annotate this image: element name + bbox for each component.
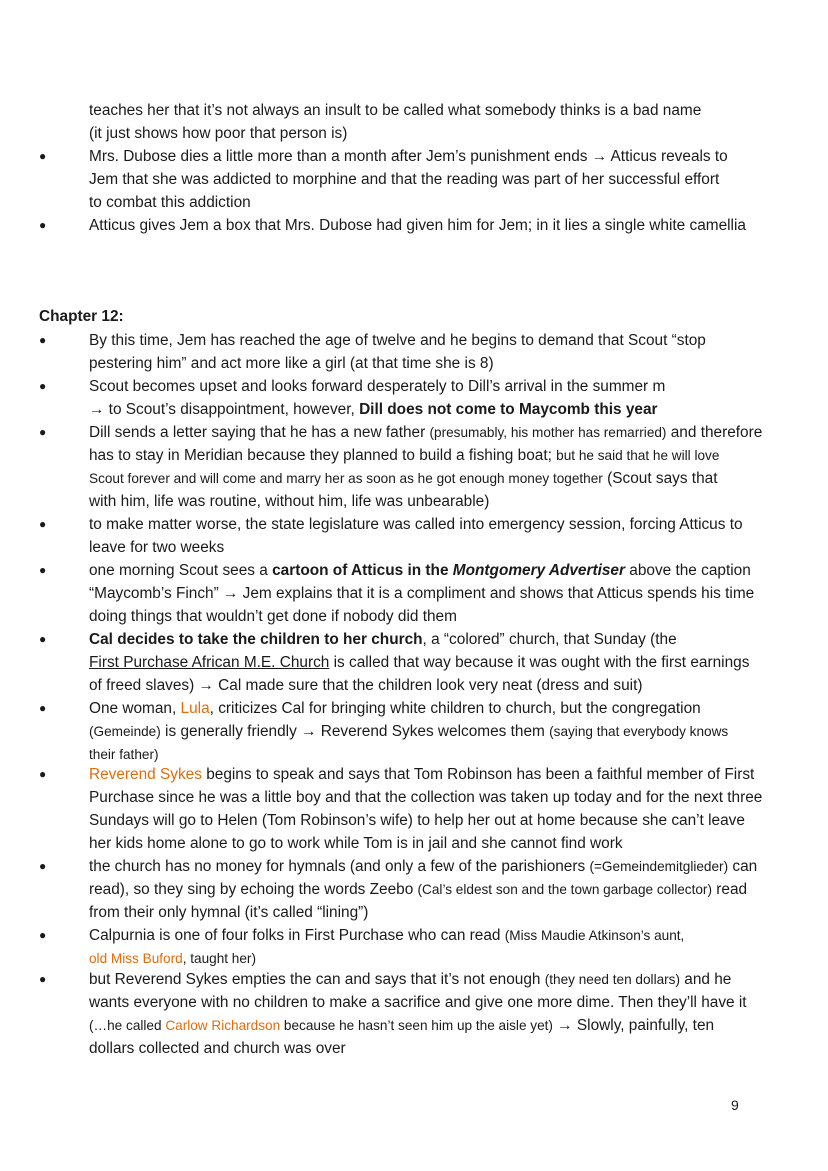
list-item: one morning Scout sees a cartoon of Atticus in the Montgomery Advertiser above the caption “Maycomb’s Finch” → Jem explains that it is a compliment and shows that Atticus spends his time doing things that wouldn’t get done if nobody did them	[89, 562, 755, 625]
bullet-icon: ●	[39, 767, 47, 781]
bullet-icon: ●	[39, 517, 47, 531]
list-item: the church has no money for hymnals (and only a few of the parishioners (=Gemeindemitglieder) can read), so they sing by echoing the words Zeebo (Cal’s eldest son and the town garbage collector) read from their only hymnal (it’s called “lining”)	[89, 858, 758, 921]
bullet-icon: ●	[39, 563, 47, 577]
bullet-icon: ●	[39, 632, 47, 646]
bullet-icon: ●	[39, 379, 47, 393]
list-item: Cal decides to take the children to her church, a “colored” church, that Sunday (the First Purchase African M.E. Church is called that way because it was ought with the first earnings of freed slaves) → Cal made sure that the children look very neat (dress and suit)	[89, 631, 750, 694]
bullet-icon: ●	[39, 425, 47, 439]
page-number: 9	[731, 1097, 739, 1113]
list-item: to make matter worse, the state legislature was called into emergency session, forcing Atticus to leave for two weeks	[89, 516, 743, 556]
highlighted-name: old Miss Buford	[89, 951, 183, 966]
bullet-icon: ●	[39, 701, 47, 715]
bullet-icon: ●	[39, 149, 47, 163]
list-item: Calpurnia is one of four folks in First Purchase who can read (Miss Maudie Atkinson’s aunt, old Miss Buford, taught her)	[89, 927, 685, 966]
newspaper-title: Montgomery Advertiser	[452, 562, 625, 579]
list-item: but Reverend Sykes empties the can and says that it’s not enough (they need ten dollars) and he wants everyone with no children to make a sacrifice and give one more dime. Then they’ll have it (…he called Carlow Richardson because he hasn’t seen him up the aisle yet) → Slowly, painfully, ten dollars collected and church was over	[89, 971, 747, 1057]
bullet-icon: ●	[39, 972, 47, 986]
list-item: Atticus gives Jem a box that Mrs. Dubose had given him for Jem; in it lies a single white camellia	[89, 217, 746, 234]
highlighted-name: Reverend Sykes	[89, 766, 202, 783]
list-item: By this time, Jem has reached the age of twelve and he begins to demand that Scout “stop pestering him” and act more like a girl (at that time she is 8)	[89, 332, 706, 372]
bullet-icon: ●	[39, 859, 47, 873]
church-name-underlined: First Purchase African M.E. Church	[89, 654, 330, 671]
highlighted-name: Lula	[180, 700, 210, 717]
bullet-icon: ●	[39, 333, 47, 347]
list-item: Dill sends a letter saying that he has a new father (presumably, his mother has remarried) and therefore has to stay in Meridian because they planned to build a fishing boat; but he said that he will love Scout forever and will come and marry her as soon as he got enough money together (Scout says that with him, life was routine, without him, life was unbearable)	[89, 424, 763, 510]
bullet-icon: ●	[39, 928, 47, 942]
chapter-heading: Chapter 12:	[39, 308, 124, 325]
list-item: Reverend Sykes begins to speak and says that Tom Robinson has been a faithful member of First Purchase since he was a little boy and that the collection was taken up today and for the next three Sundays will go to Helen (Tom Robinson’s wife) to help her out at home because she can’t leave her kids home alone to go to work while Tom is in jail and she cannot find work	[89, 766, 763, 852]
list-item: One woman, Lula, criticizes Cal for bringing white children to church, but the congregation (Gemeinde) is generally friendly → Reverend Sykes welcomes them (saying that everybody knows their father)	[89, 700, 729, 762]
emphasis-text: Dill does not come to Maycomb this year	[359, 401, 658, 418]
continuation-text: teaches her that it’s not always an insult to be called what somebody thinks is a bad name (it just shows how poor that person is)	[89, 102, 702, 142]
list-item: Scout becomes upset and looks forward desperately to Dill’s arrival in the summer m → to Scout’s disappointment, however, Dill does not come to Maycomb this year	[89, 378, 666, 418]
list-item: Mrs. Dubose dies a little more than a month after Jem’s punishment ends → Atticus reveals to Jem that she was addicted to morphine and that the reading was part of her successful effort to combat this addiction	[89, 148, 728, 211]
highlighted-name: Carlow Richardson	[165, 1018, 281, 1033]
bullet-icon: ●	[39, 218, 47, 232]
